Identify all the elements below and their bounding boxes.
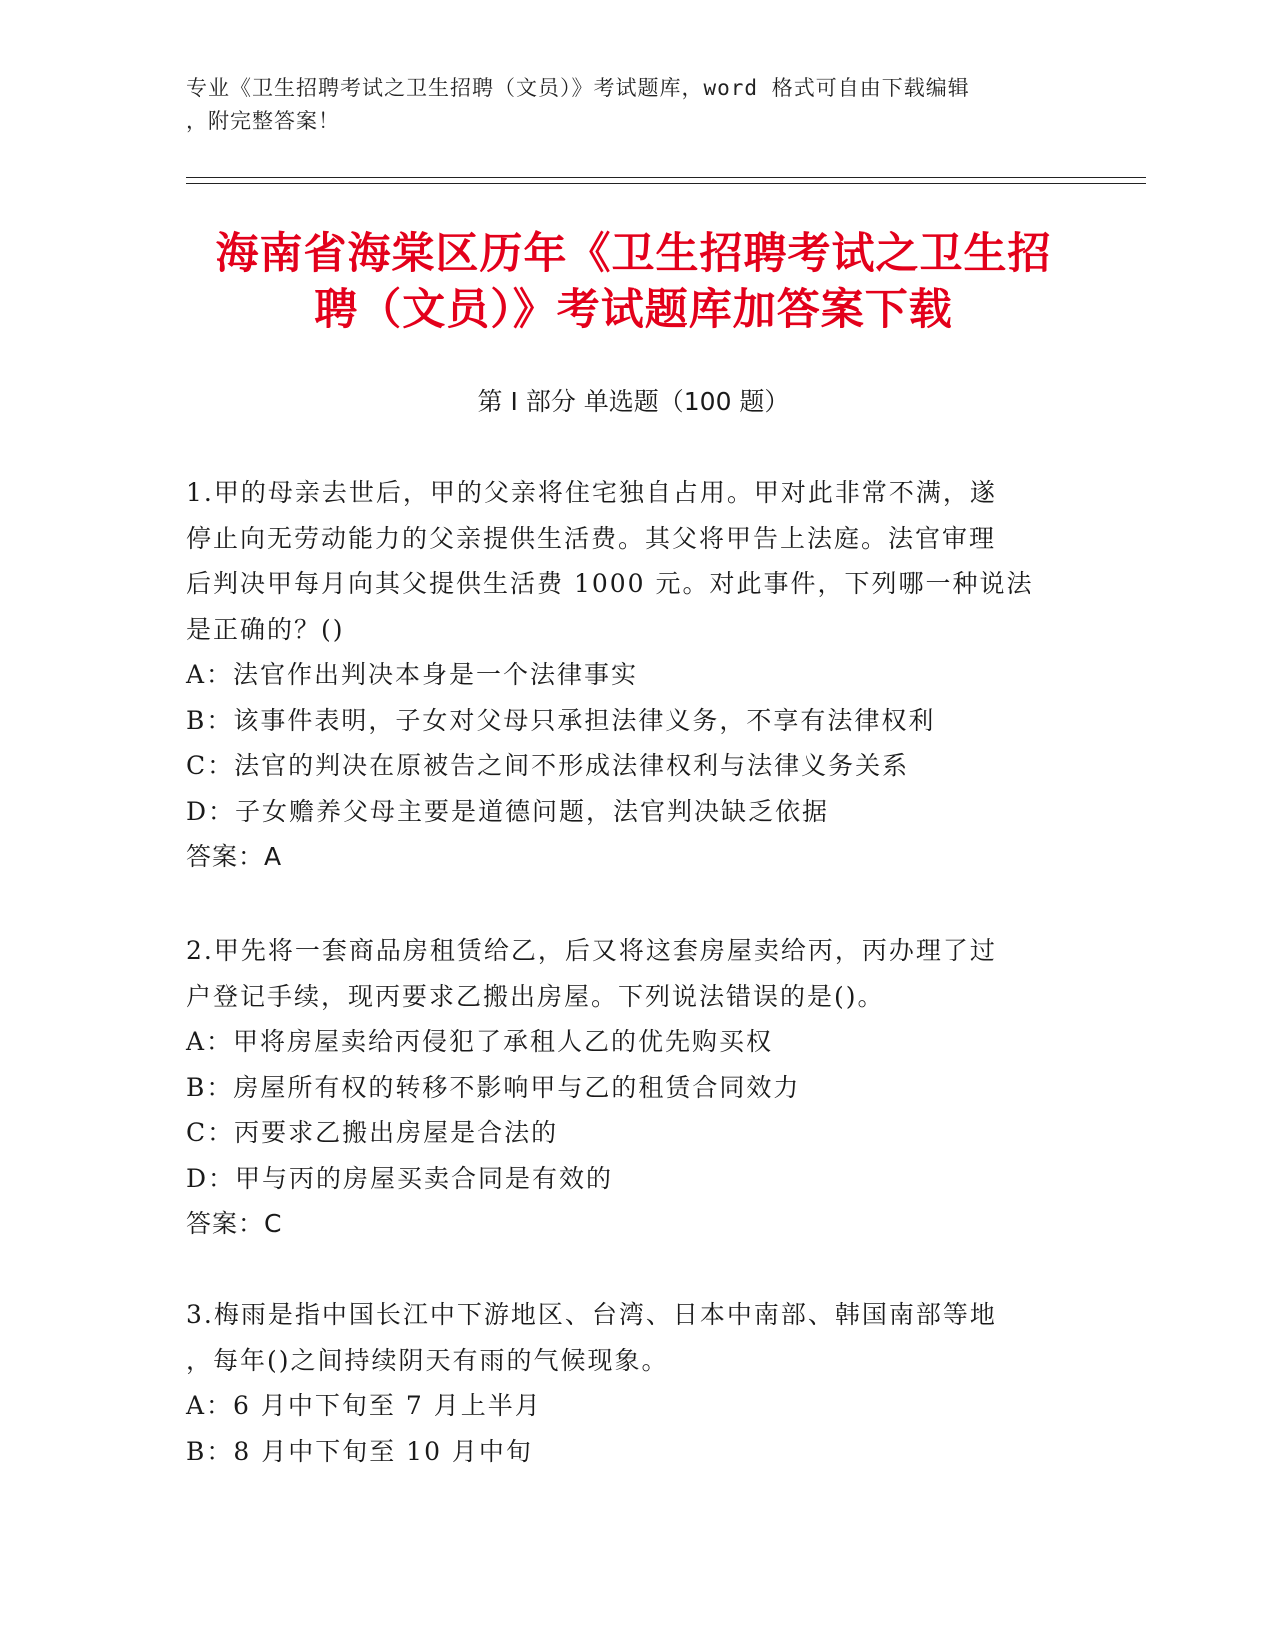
question-1 xyxy=(186,470,1066,880)
option-c: C：法官的判决在原被告之间不形成法律权利与法律义务关系 xyxy=(186,751,910,780)
title-line-2: 聘（文员）》考试题库加答案下载 xyxy=(314,285,953,335)
option-b: B：房屋所有权的转移不影响甲与乙的租赁合同效力 xyxy=(186,1072,801,1102)
document-header xyxy=(186,72,1066,138)
question-stem-line: ，每年()之间持续阴天有雨的气候现象。 xyxy=(186,1345,669,1375)
question-stem-line: 户登记手续，现丙要求乙搬出房屋。下列说法错误的是()。 xyxy=(186,981,885,1011)
title-line-1: 海南省海棠区历年《卫生招聘考试之卫生招 xyxy=(215,229,1052,279)
header-rule-bottom xyxy=(186,183,1146,184)
option-a: A：6 月中下旬至 7 月上半月 xyxy=(186,1391,542,1420)
option-c: C：丙要求乙搬出房屋是合法的 xyxy=(186,1118,559,1147)
document-title xyxy=(186,226,1081,338)
question-stem-line: 2.甲先将一套商品房租赁给乙，后又将这套房屋卖给丙，丙办理了过 xyxy=(186,936,997,965)
option-b: B：8 月中下旬至 10 月中旬 xyxy=(186,1436,533,1466)
option-d: D：子女赡养父母主要是道德问题，法官判决缺乏依据 xyxy=(186,796,830,826)
question-stem-line: 1.甲的母亲去世后，甲的父亲将住宅独自占用。甲对此非常不满，遂 xyxy=(186,478,997,507)
question-3 xyxy=(186,1292,1066,1474)
header-rule-top xyxy=(186,177,1146,178)
option-d: D：甲与丙的房屋买卖合同是有效的 xyxy=(186,1163,614,1193)
option-b: B：该事件表明，子女对父母只承担法律义务，不享有法律权利 xyxy=(186,705,936,735)
question-stem-line: 后判决甲每月向其父提供生活费 1000 元。对此事件，下列哪一种说法 xyxy=(186,569,1034,598)
question-stem-line: 是正确的？() xyxy=(186,614,345,644)
option-a: A：甲将房屋卖给丙侵犯了承租人乙的优先购买权 xyxy=(186,1027,774,1056)
answer: 答案：A xyxy=(186,842,283,871)
question-stem-line: 停止向无劳动能力的父亲提供生活费。其父将甲告上法庭。法官审理 xyxy=(186,523,997,553)
header-line-2: ，附完整答案！ xyxy=(186,109,340,133)
answer: 答案：C xyxy=(186,1209,283,1238)
header-line-1: 专业《卫生招聘考试之卫生招聘（文员）》考试题库，word 格式可自由下载编辑 xyxy=(186,76,970,100)
section-heading: 第 I 部分 单选题（100 题） xyxy=(477,387,790,416)
question-2 xyxy=(186,928,1066,1247)
question-stem-line: 3.梅雨是指中国长江中下游地区、台湾、日本中南部、韩国南部等地 xyxy=(186,1300,997,1329)
option-a: A：法官作出判决本身是一个法律事实 xyxy=(186,660,639,689)
